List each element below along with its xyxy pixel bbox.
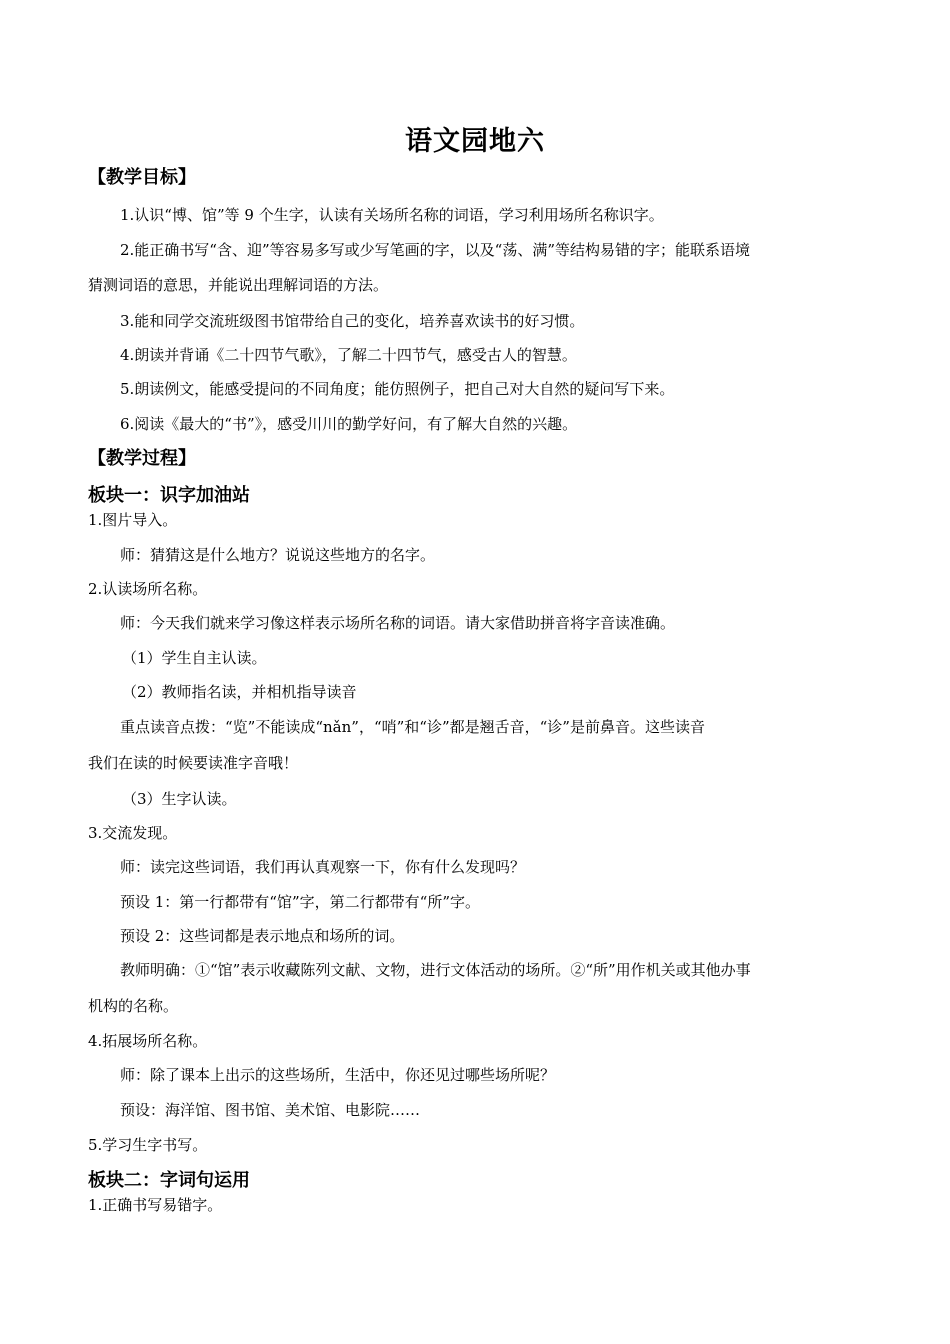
goal-item: 5.朗读例文，能感受提问的不同角度；能仿照例子，把自己对大自然的疑问写下来。	[120, 380, 675, 398]
block1-line: 重点读音点拨：“览”不能读成“nǎn”，“哨”和“诊”都是翘舌音，“诊”是前鼻音。这些读音	[120, 718, 705, 736]
block1-line: 2.认读场所名称。	[88, 580, 208, 598]
block2-line: 1.正确书写易错字。	[88, 1196, 223, 1214]
block1-line: 预设 1：第一行都带有“馆”字，第二行都带有“所”字。	[120, 893, 480, 911]
goal-item: 4.朗读并背诵《二十四节气歌》，了解二十四节气，感受古人的智慧。	[120, 346, 577, 364]
block1-line: 预设：海洋馆、图书馆、美术馆、电影院……	[120, 1101, 421, 1119]
document-title: 语文园地六	[405, 126, 545, 157]
block1-line: 1.图片导入。	[88, 511, 178, 529]
block1-line: 师：猜猜这是什么地方？说说这些地方的名字。	[120, 546, 436, 564]
block1-line: （1）学生自主认读。	[122, 649, 267, 667]
block1-line: 师：今天我们就来学习像这样表示场所名称的词语。请大家借助拼音将字音读准确。	[120, 614, 676, 632]
block1-line: 教师明确：①“馆”表示收藏陈列文献、文物，进行文体活动的场所。②“所”用作机关或其他办事	[120, 961, 751, 979]
goals-heading: 【教学目标】	[88, 167, 196, 188]
goal-item: 2.能正确书写“含、迎”等容易多写或少写笔画的字，以及“荡、满”等结构易错的字；能联系语境	[120, 241, 750, 259]
block1-line: 预设 2：这些词都是表示地点和场所的词。	[120, 927, 405, 945]
block1-line: 3.交流发现。	[88, 824, 178, 842]
goal-item-continuation: 猜测词语的意思，并能说出理解词语的方法。	[88, 276, 389, 294]
block1-line: 4.拓展场所名称。	[88, 1032, 208, 1050]
block1-line: （2）教师指名读，并相机指导读音	[122, 683, 357, 701]
block1-line: 师：读完这些词语，我们再认真观察一下，你有什么发现吗？	[120, 858, 526, 876]
block1-line: 我们在读的时候要读准字音哦！	[88, 754, 299, 772]
goal-item: 6.阅读《最大的“书”》，感受川川的勤学好问，有了解大自然的兴趣。	[120, 415, 578, 433]
goal-item: 1.认识“博、馆”等 9 个生字，认读有关场所名称的词语，学习利用场所名称识字。	[120, 206, 664, 224]
block1-line: （3）生字认读。	[122, 790, 237, 808]
block1-line: 机构的名称。	[88, 997, 179, 1015]
block1-line: 5.学习生字书写。	[88, 1136, 208, 1154]
block1-line: 师：除了课本上出示的这些场所，生活中，你还见过哪些场所呢？	[120, 1066, 556, 1084]
block1-heading: 板块一：识字加油站	[88, 485, 250, 506]
goal-item: 3.能和同学交流班级图书馆带给自己的变化，培养喜欢读书的好习惯。	[120, 312, 585, 330]
process-heading: 【教学过程】	[88, 448, 196, 469]
block2-heading: 板块二：字词句运用	[88, 1170, 250, 1191]
